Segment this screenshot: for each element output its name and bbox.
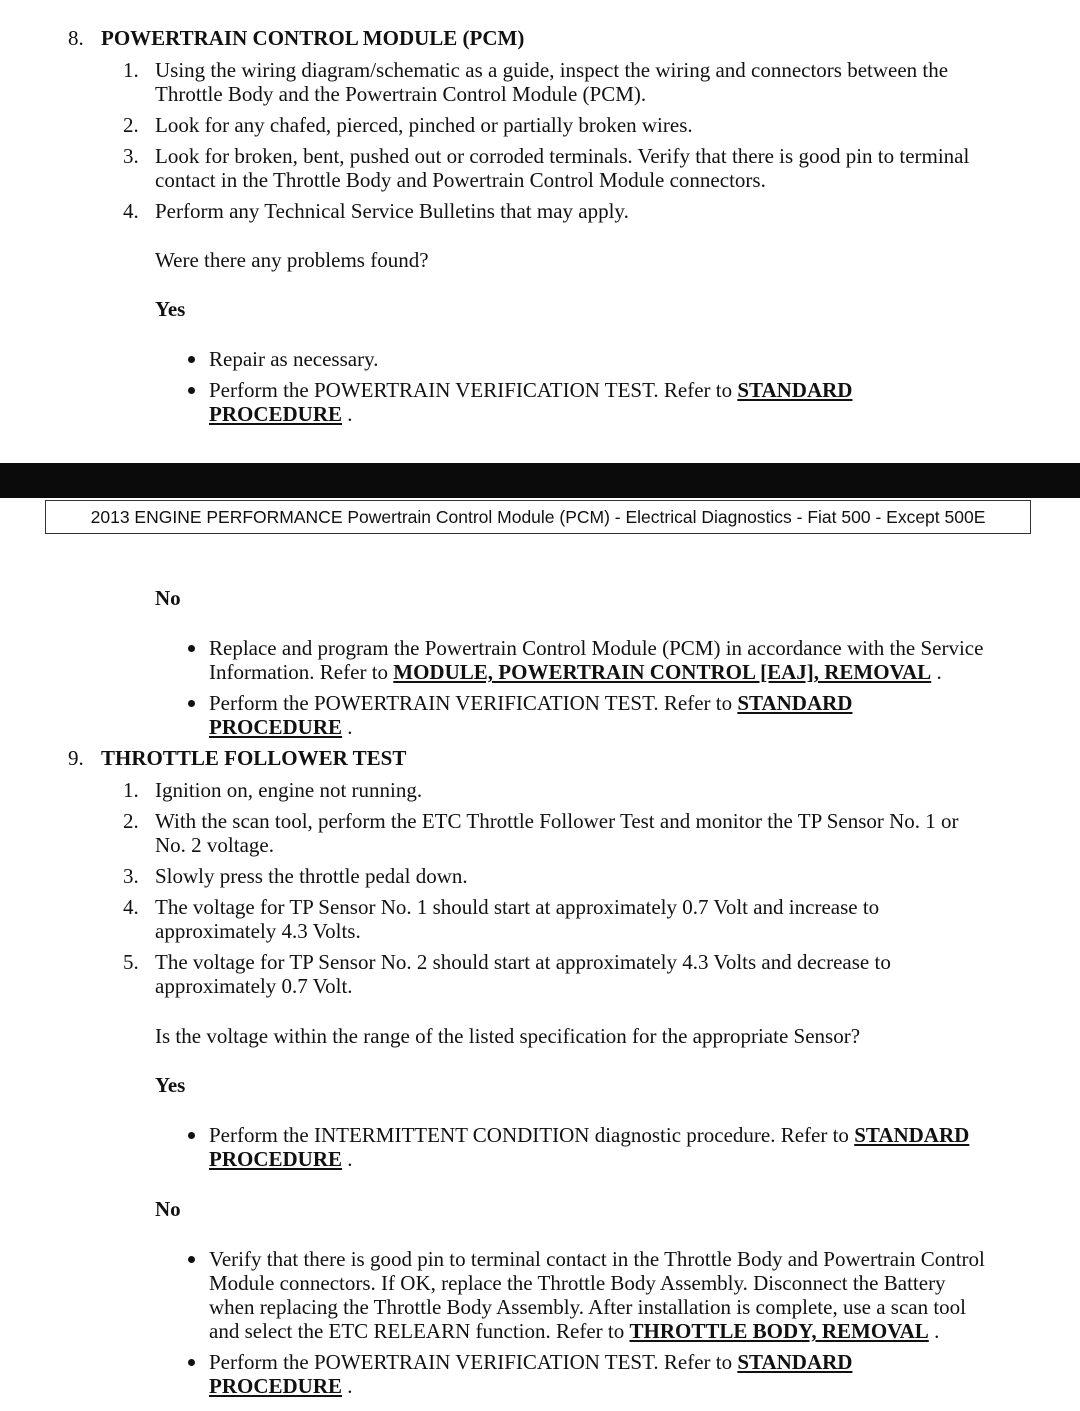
page-break-bar (0, 463, 1080, 498)
question-text: Is the voltage within the range of the listed specification for the appropriate Sensor? (155, 1024, 861, 1048)
step-number: 2. (123, 809, 139, 833)
procedure-link[interactable]: PROCEDURE (209, 1147, 343, 1171)
step-text: Ignition on, engine not running. (155, 778, 423, 802)
bullet-icon (188, 387, 195, 394)
bullet-text: PROCEDURE . (209, 1147, 353, 1171)
step-text: approximately 4.3 Volts. (155, 919, 361, 943)
step-number: 5. (123, 950, 139, 974)
bullet-icon (188, 356, 195, 363)
standard-link[interactable]: STANDARD (737, 1350, 853, 1374)
step-text: Look for any chafed, pierced, pinched or partially broken wires. (155, 113, 693, 137)
bullet-icon (188, 700, 195, 707)
step-number: 1. (123, 58, 139, 82)
bullet-text: PROCEDURE . (209, 715, 353, 739)
bullet-text: Replace and program the Powertrain Control Module (PCM) in accordance with the Service (209, 636, 984, 660)
step-text: contact in the Throttle Body and Powertrain Control Module connectors. (155, 168, 766, 192)
bullet-text: Perform the POWERTRAIN VERIFICATION TEST. Refer to STANDARD (209, 1350, 853, 1374)
bullet-text: PROCEDURE . (209, 402, 353, 426)
bullet-text: when replacing the Throttle Body Assembly. After installation is complete, use a scan tool (209, 1295, 967, 1319)
section-8-title: POWERTRAIN CONTROL MODULE (PCM) (101, 26, 525, 50)
yes-label: Yes (155, 297, 186, 321)
bullet-icon (188, 1256, 195, 1263)
bullet-text: Perform the INTERMITTENT CONDITION diagnostic procedure. Refer to STANDARD (209, 1123, 970, 1147)
bullet-icon (188, 1359, 195, 1366)
standard-link[interactable]: STANDARD (854, 1123, 970, 1147)
step-number: 1. (123, 778, 139, 802)
step-text: The voltage for TP Sensor No. 2 should start at approximately 4.3 Volts and decrease to (155, 950, 891, 974)
procedure-link[interactable]: PROCEDURE (209, 402, 343, 426)
module-removal-link[interactable]: MODULE, POWERTRAIN CONTROL [EAJ], REMOVAL (393, 660, 932, 684)
throttle-body-removal-link[interactable]: THROTTLE BODY, REMOVAL (629, 1319, 929, 1343)
step-number: 2. (123, 113, 139, 137)
bullet-icon (188, 645, 195, 652)
step-number: 3. (123, 864, 139, 888)
step-text: Slowly press the throttle pedal down. (155, 864, 468, 888)
bullet-text: and select the ETC RELEARN function. Refer to THROTTLE BODY, REMOVAL . (209, 1319, 940, 1343)
bullet-text: Repair as necessary. (209, 347, 379, 371)
standard-link[interactable]: STANDARD (737, 691, 853, 715)
step-number: 4. (123, 199, 139, 223)
step-text: With the scan tool, perform the ETC Throttle Follower Test and monitor the TP Sensor No. 1 or (155, 809, 959, 833)
no-label: No (155, 586, 181, 610)
procedure-link[interactable]: PROCEDURE (209, 715, 343, 739)
step-text: Perform any Technical Service Bulletins that may apply. (155, 199, 629, 223)
section-9-title: THROTTLE FOLLOWER TEST (101, 746, 407, 770)
procedure-link[interactable]: PROCEDURE (209, 1374, 343, 1398)
bullet-text: Information. Refer to MODULE, POWERTRAIN CONTROL [EAJ], REMOVAL . (209, 660, 942, 684)
section-9-number: 9. (68, 746, 84, 770)
section-8-number: 8. (68, 26, 84, 50)
step-text: approximately 0.7 Volt. (155, 974, 353, 998)
bullet-text: Verify that there is good pin to terminal contact in the Throttle Body and Powertrain Control (209, 1247, 985, 1271)
step-number: 3. (123, 144, 139, 168)
no-label: No (155, 1197, 181, 1221)
step-text: Throttle Body and the Powertrain Control Module (PCM). (155, 82, 647, 106)
standard-link[interactable]: STANDARD (737, 378, 853, 402)
question-text: Were there any problems found? (155, 248, 429, 272)
bullet-text: Module connectors. If OK, replace the Throttle Body Assembly. Disconnect the Battery (209, 1271, 946, 1295)
step-text: The voltage for TP Sensor No. 1 should start at approximately 0.7 Volt and increase to (155, 895, 880, 919)
bullet-text: PROCEDURE . (209, 1374, 353, 1398)
bullet-icon (188, 1132, 195, 1139)
step-text: Using the wiring diagram/schematic as a guide, inspect the wiring and connectors between the (155, 58, 949, 82)
step-text: Look for broken, bent, pushed out or corroded terminals. Verify that there is good pin to terminal (155, 144, 970, 168)
page-header: 2013 ENGINE PERFORMANCE Powertrain Control Module (PCM) - Electrical Diagnostics - Fiat 500 - Except 500E (45, 500, 1031, 534)
bullet-text: Perform the POWERTRAIN VERIFICATION TEST. Refer to STANDARD (209, 378, 853, 402)
yes-label: Yes (155, 1073, 186, 1097)
bullet-text: Perform the POWERTRAIN VERIFICATION TEST. Refer to STANDARD (209, 691, 853, 715)
step-text: No. 2 voltage. (155, 833, 274, 857)
step-number: 4. (123, 895, 139, 919)
